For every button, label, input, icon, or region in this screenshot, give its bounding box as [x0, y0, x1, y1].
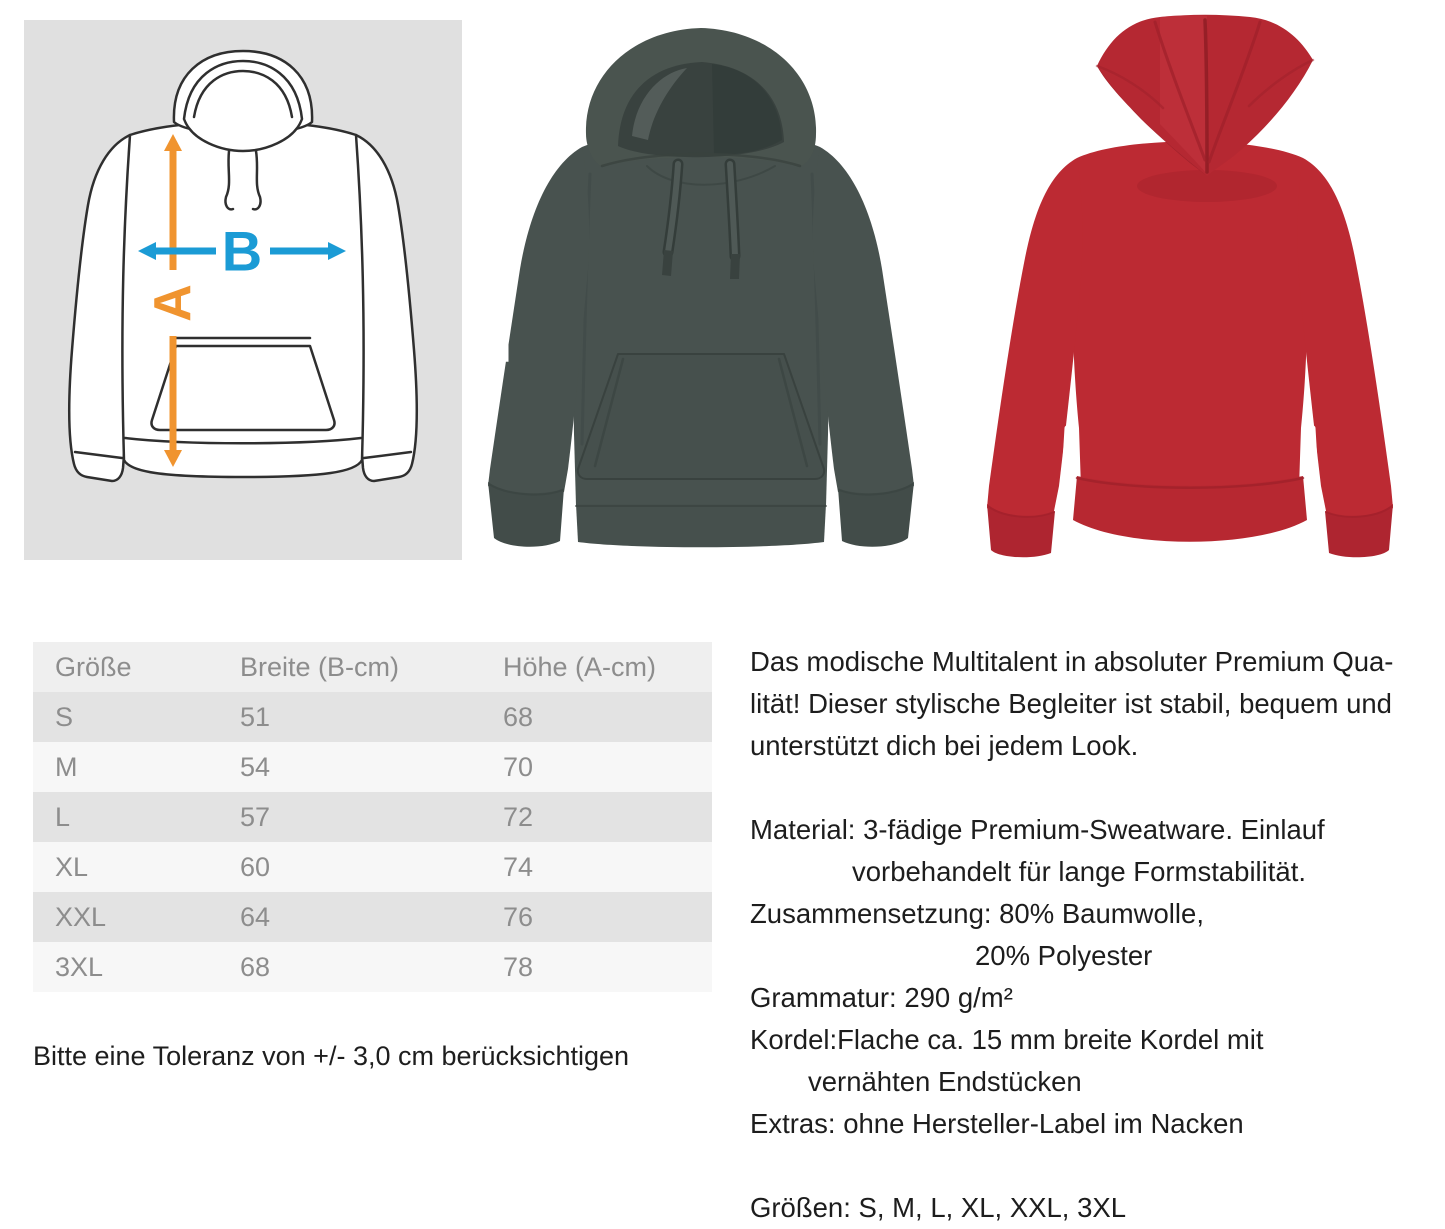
column-header-width: Breite (B-cm) [240, 651, 400, 682]
size-table-header-row [33, 642, 712, 692]
cell-width: 64 [240, 901, 271, 932]
arrow-a-lower-line [170, 336, 177, 452]
size-table-row-s [33, 692, 712, 742]
hoodie-back-illustration [955, 8, 1425, 560]
size-diagram-panel [24, 20, 462, 560]
description-line: unterstützt dich bei jedem Look. [750, 730, 1139, 761]
cell-height: 68 [503, 701, 534, 732]
column-header-height: Höhe (A-cm) [503, 651, 657, 682]
description-line: Das modische Multitalent in absoluter Premium Qua- [750, 646, 1394, 677]
cell-height: 72 [503, 801, 534, 832]
size-table-row-xl [33, 842, 712, 892]
description-line: vernähten Endstücken [808, 1066, 1082, 1097]
description-line: vorbehandelt für lange Formstabilität. [852, 856, 1306, 887]
cell-height: 70 [503, 751, 534, 782]
size-table-row-m [33, 742, 712, 792]
description-line: 20% Polyester [975, 940, 1153, 971]
size-table-row-xxl [33, 892, 712, 942]
cell-height: 78 [503, 951, 534, 982]
cell-size: 3XL [55, 951, 104, 982]
cell-size: M [55, 751, 78, 782]
size-table-row-3xl [33, 942, 712, 992]
description-line: lität! Dieser stylische Begleiter ist stabil, bequem und [750, 688, 1392, 719]
arrow-b-right-line [270, 248, 329, 255]
column-header-size: Größe [55, 651, 132, 682]
description-line-material: Material: 3-fädige Premium-Sweatware. Einlauf [750, 814, 1325, 845]
cell-width: 57 [240, 801, 271, 832]
cell-width: 51 [240, 701, 271, 732]
measurement-label-a: A [144, 284, 202, 322]
size-table-row-l [33, 792, 712, 842]
product-description [750, 641, 1445, 1229]
product-photo-back [955, 8, 1425, 560]
hoodie-front-illustration [482, 14, 920, 554]
tolerance-note: Bitte eine Toleranz von +/- 3,0 cm berücksichtigen [33, 1041, 630, 1071]
description-spacer [750, 1145, 1445, 1187]
cell-size: XL [55, 851, 89, 882]
cell-width: 60 [240, 851, 271, 882]
cell-width: 68 [240, 951, 271, 982]
product-photo-front [482, 14, 920, 554]
description-line-cord: Kordel:Flache ca. 15 mm breite Kordel mit [750, 1024, 1264, 1055]
cell-width: 54 [240, 751, 271, 782]
description-line-grammage: Grammatur: 290 g/m² [750, 982, 1013, 1013]
arrow-b-left-line [154, 248, 216, 255]
description-line-composition: Zusammensetzung: 80% Baumwolle, [750, 898, 1204, 929]
cell-size: XXL [55, 901, 107, 932]
size-chart-table [33, 642, 712, 992]
measurement-label-b: B [221, 219, 263, 283]
description-line-sizes: Größen: S, M, L, XL, XXL, 3XL [750, 1192, 1127, 1223]
cell-height: 74 [503, 851, 534, 882]
cell-size: L [55, 801, 71, 832]
description-spacer [750, 767, 1445, 809]
cell-height: 76 [503, 901, 534, 932]
size-diagram-hoodie-drawing [24, 20, 462, 560]
description-line-extras: Extras: ohne Hersteller-Label im Nacken [750, 1108, 1244, 1139]
cell-size: S [55, 701, 74, 732]
